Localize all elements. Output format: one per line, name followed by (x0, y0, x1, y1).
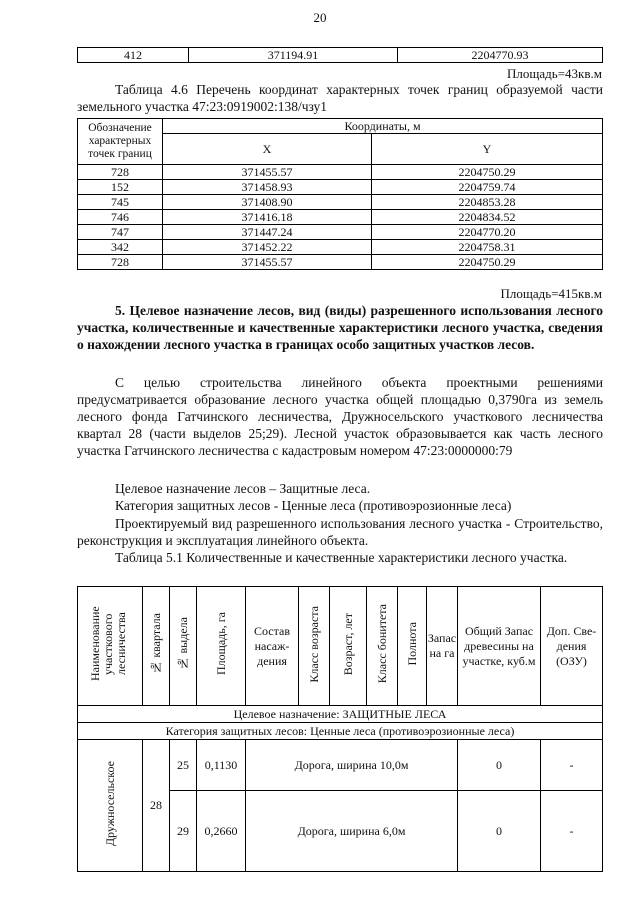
table-header-row (78, 119, 603, 134)
point-cell: 746 (78, 210, 163, 225)
header-total-stock: Общий Запас древесины на участке, куб.м (458, 587, 541, 706)
y-cell: 2204770.93 (398, 48, 603, 63)
purpose-band: Целевое назначение: ЗАЩИТНЫЕ ЛЕСА (78, 706, 603, 723)
coordinates-table-continuation (77, 47, 603, 63)
y-cell: 2204759.74 (372, 180, 603, 195)
area-cell: 0,2660 (197, 791, 246, 872)
table-row (78, 740, 603, 791)
paragraph-purpose: С целью строительства линейного объекта проектными решениями предусматривается образование лесного участка общей площадью 0,3790га из земель лесного фонда Гатчинского лесничества, Дружносельского участкового лесничества квартал 28 (части выделов 25;29). Лесной участок образовывается как часть лесного участка Гатчинского лесничества с кадастровым номером 47:23:0000000:79 (77, 375, 603, 458)
header-composition: Состав насаж-дения (246, 587, 299, 706)
x-cell: 371416.18 (163, 210, 372, 225)
header-age: Возраст, лет (330, 587, 367, 706)
page-number: 20 (313, 10, 327, 25)
extra-cell: - (541, 740, 603, 791)
table-row (78, 165, 603, 180)
category-band-row (78, 723, 603, 740)
section-5-heading: 5. Целевое назначение лесов, вид (виды) разрешенного использования лесного участка, количественные и качественные характеристики лесного участка, сведения о нахождении лесного участка в границах особо защитных участков лесов. (77, 303, 603, 352)
point-cell: 747 (78, 225, 163, 240)
caption-text: Таблица 4.6 Перечень координат характерных точек границ образуемой части земельного участка 47:23:0919002:138/чзу1 (77, 82, 603, 114)
y-cell: 2204750.29 (372, 255, 603, 270)
x-cell: 371452.22 (163, 240, 372, 255)
header-forestry: Наименование участкового лесничества (78, 587, 143, 706)
header-point: Обозначение характерных точек границ (78, 119, 163, 165)
forestry-name-cell: Дружносельское (78, 740, 143, 872)
quarter-cell: 28 (143, 740, 170, 872)
header-section: № выдела (170, 587, 197, 706)
paragraph-usage: Проектируемый вид разрешенного использования лесного участка - Строительство, реконструкция и эксплуатация линейного объекта. (77, 516, 603, 548)
paragraph-forest-purpose: Целевое назначение лесов – Защитные леса. (115, 481, 371, 496)
header-area: Площадь, га (197, 587, 246, 706)
paragraph-category: Категория защитных лесов - Ценные леса (противоэрозионные леса) (115, 498, 512, 513)
y-cell: 2204770.20 (372, 225, 603, 240)
section-cell: 25 (170, 740, 197, 791)
point-cell: 412 (78, 48, 189, 63)
table-row (78, 240, 603, 255)
header-quarter: № квартала (143, 587, 170, 706)
header-density: Полнота (398, 587, 427, 706)
table-row (78, 225, 603, 240)
table-4-6-caption (77, 81, 603, 115)
point-cell: 745 (78, 195, 163, 210)
coordinates-table-4-6 (77, 118, 603, 270)
table-row (78, 195, 603, 210)
table-row (78, 210, 603, 225)
x-cell: 371447.24 (163, 225, 372, 240)
table-header-row (78, 587, 603, 706)
category-band: Категория защитных лесов: Ценные леса (противоэрозионные леса) (78, 723, 603, 740)
header-age-class: Класс возраста (299, 587, 330, 706)
x-cell: 371194.91 (189, 48, 398, 63)
y-cell: 2204758.31 (372, 240, 603, 255)
header-y: Y (372, 134, 603, 165)
total-stock-cell: 0 (458, 740, 541, 791)
header-x: X (163, 134, 372, 165)
area-total-1: Площадь=43кв.м (507, 66, 602, 81)
table-row (78, 48, 603, 63)
description-cell: Дорога, ширина 6,0м (246, 791, 458, 872)
area-cell: 0,1130 (197, 740, 246, 791)
table-row (78, 180, 603, 195)
x-cell: 371458.93 (163, 180, 372, 195)
description-cell: Дорога, ширина 10,0м (246, 740, 458, 791)
header-extra: Доп. Све-дения (ОЗУ) (541, 587, 603, 706)
y-cell: 2204750.29 (372, 165, 603, 180)
caption-text: Таблица 5.1 Количественные и качественные характеристики лесного участка. (115, 550, 568, 565)
total-stock-cell: 0 (458, 791, 541, 872)
header-bonitet: Класс бонитета (367, 587, 398, 706)
purpose-band-row (78, 706, 603, 723)
characteristics-table-5-1 (77, 586, 603, 872)
header-coords: Координаты, м (163, 119, 603, 134)
table-5-1-caption (77, 549, 603, 566)
y-cell: 2204834.52 (372, 210, 603, 225)
point-cell: 342 (78, 240, 163, 255)
x-cell: 371455.57 (163, 255, 372, 270)
point-cell: 152 (78, 180, 163, 195)
extra-cell: - (541, 791, 603, 872)
x-cell: 371408.90 (163, 195, 372, 210)
point-cell: 728 (78, 165, 163, 180)
section-cell: 29 (170, 791, 197, 872)
table-row (78, 255, 603, 270)
header-stock-per-ha: Запас на га (427, 587, 458, 706)
x-cell: 371455.57 (163, 165, 372, 180)
point-cell: 728 (78, 255, 163, 270)
y-cell: 2204853.28 (372, 195, 603, 210)
area-total-2: Площадь=415кв.м (500, 286, 602, 301)
